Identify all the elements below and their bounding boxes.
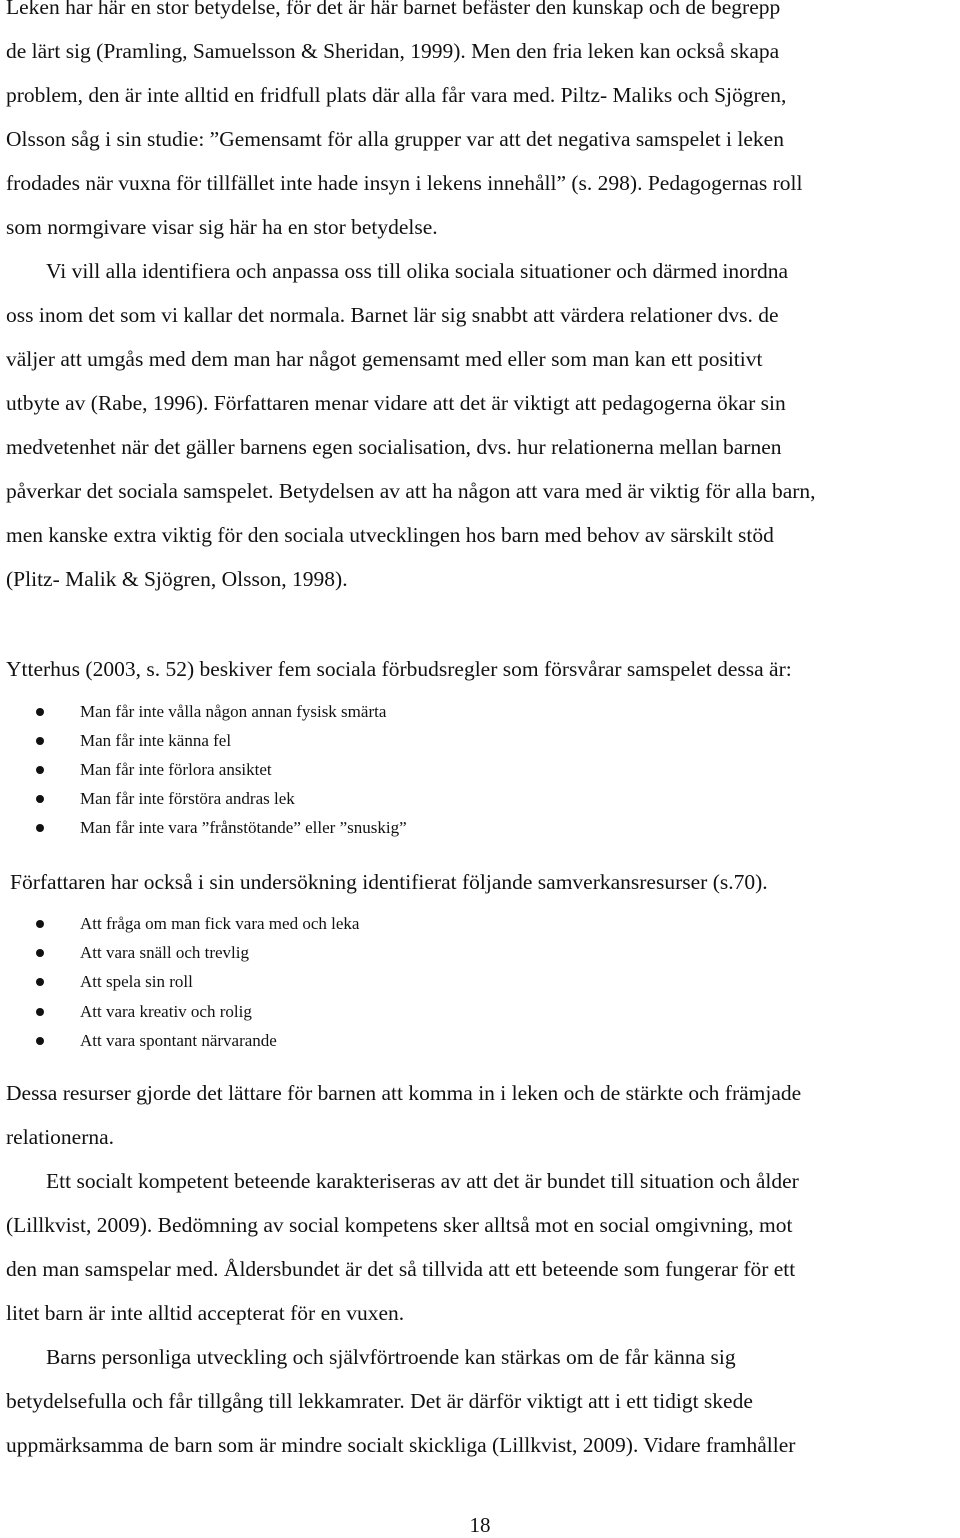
paragraph-2-line-2: oss inom det som vi kallar det normala. Barnet lär sig snabbt att värdera relationer dvs. de [6, 303, 779, 327]
paragraph-4-line-3: den man samspelar med. Åldersbundet är det så tillvida att ett beteende som fungerar för ett [6, 1257, 796, 1281]
paragraph-3-line-1: Dessa resurser gjorde det lättare för barnen att komma in i leken och de stärkte och främjade [6, 1081, 802, 1105]
paragraph-2-line-8: (Plitz- Malik & Sjögren, Olsson, 1998). [6, 567, 348, 591]
page-number: 18 [469, 1513, 491, 1537]
paragraph-5-line-2: betydelsefulla och får tillgång till lekkamrater. Det är därför viktigt att i ett tidigt skede [6, 1389, 753, 1413]
bullet-icon [36, 737, 44, 745]
paragraph-3-line-2: relationerna. [6, 1125, 115, 1149]
bullet-icon [36, 795, 44, 803]
paragraph-4-line-1: Ett socialt kompetent beteende karakteriseras av att det är bundet till situation och ålder [46, 1169, 799, 1193]
resource-text: Att spela sin roll [80, 972, 193, 991]
rule-text: Man får inte känna fel [80, 731, 232, 750]
bullet-icon [36, 1008, 44, 1016]
paragraph-1-line-6: som normgivare visar sig här ha en stor betydelse. [6, 215, 438, 239]
bullet-icon [36, 920, 44, 928]
bullet-icon [36, 978, 44, 986]
resource-text: Att vara snäll och trevlig [80, 943, 250, 962]
resources-intro: Författaren har också i sin undersökning identifierat följande samverkansresurser (s.70). [10, 870, 768, 894]
paragraph-4-line-2: (Lillkvist, 2009). Bedömning av social kompetens sker alltså mot en social omgivning, mot [6, 1213, 793, 1237]
paragraph-2-line-3: väljer att umgås med dem man har något gemensamt med eller som man kan ett positivt [6, 347, 763, 371]
paragraph-5-line-3: uppmärksamma de barn som är mindre socialt skickliga (Lillkvist, 2009). Vidare framhåller [6, 1433, 796, 1457]
rule-text: Man får inte förlora ansiktet [80, 760, 272, 779]
resource-text: Att vara spontant närvarande [80, 1031, 277, 1050]
bullet-icon [36, 766, 44, 774]
paragraph-4-line-4: litet barn är inte alltid accepterat för en vuxen. [6, 1301, 405, 1325]
paragraph-2-line-1: Vi vill alla identifiera och anpassa oss till olika sociala situationer och därmed inordna [46, 259, 789, 283]
ytterhus-intro: Ytterhus (2003, s. 52) beskiver fem sociala förbudsregler som försvårar samspelet dessa är: [6, 657, 792, 681]
paragraph-1-line-1: Leken har här en stor betydelse, för det är här barnet befäster den kunskap och de begrepp [6, 0, 781, 19]
resource-text: Att fråga om man fick vara med och leka [80, 914, 360, 933]
bullet-icon [36, 949, 44, 957]
rule-text: Man får inte vålla någon annan fysisk smärta [80, 702, 387, 721]
paragraph-5-line-1: Barns personliga utveckling och självförtroende kan stärkas om de får känna sig [46, 1345, 736, 1369]
rule-text: Man får inte förstöra andras lek [80, 789, 295, 808]
resource-text: Att vara kreativ och rolig [80, 1002, 252, 1021]
paragraph-2-line-7: men kanske extra viktig för den sociala utvecklingen hos barn med behov av särskilt stöd [6, 523, 774, 547]
paragraph-1-line-3: problem, den är inte alltid en fridfull plats där alla får vara med. Piltz- Maliks och Sjögren, [6, 83, 787, 107]
rule-text: Man får inte vara ”frånstötande” eller ”snuskig” [80, 818, 407, 837]
paragraph-1-line-2: de lärt sig (Pramling, Samuelsson & Sheridan, 1999). Men den fria leken kan också skapa [6, 39, 780, 63]
paragraph-1-line-4: Olsson såg i sin studie: ”Gemensamt för alla grupper var att det negativa samspelet i leken [6, 127, 784, 151]
paragraph-2-line-5: medvetenhet när det gäller barnens egen socialisation, dvs. hur relationerna mellan barnen [6, 435, 782, 459]
bullet-icon [36, 1037, 44, 1045]
paragraph-2-line-6: påverkar det sociala samspelet. Betydelsen av att ha någon att vara med är viktig för alla barn, [6, 479, 816, 503]
bullet-icon [36, 824, 44, 832]
bullet-icon [36, 708, 44, 716]
paragraph-2-line-4: utbyte av (Rabe, 1996). Författaren menar vidare att det är viktigt att pedagogerna ökar sin [6, 391, 786, 415]
paragraph-1-line-5: frodades när vuxna för tillfället inte hade insyn i lekens innehåll” (s. 298). Pedagogernas roll [6, 171, 803, 195]
